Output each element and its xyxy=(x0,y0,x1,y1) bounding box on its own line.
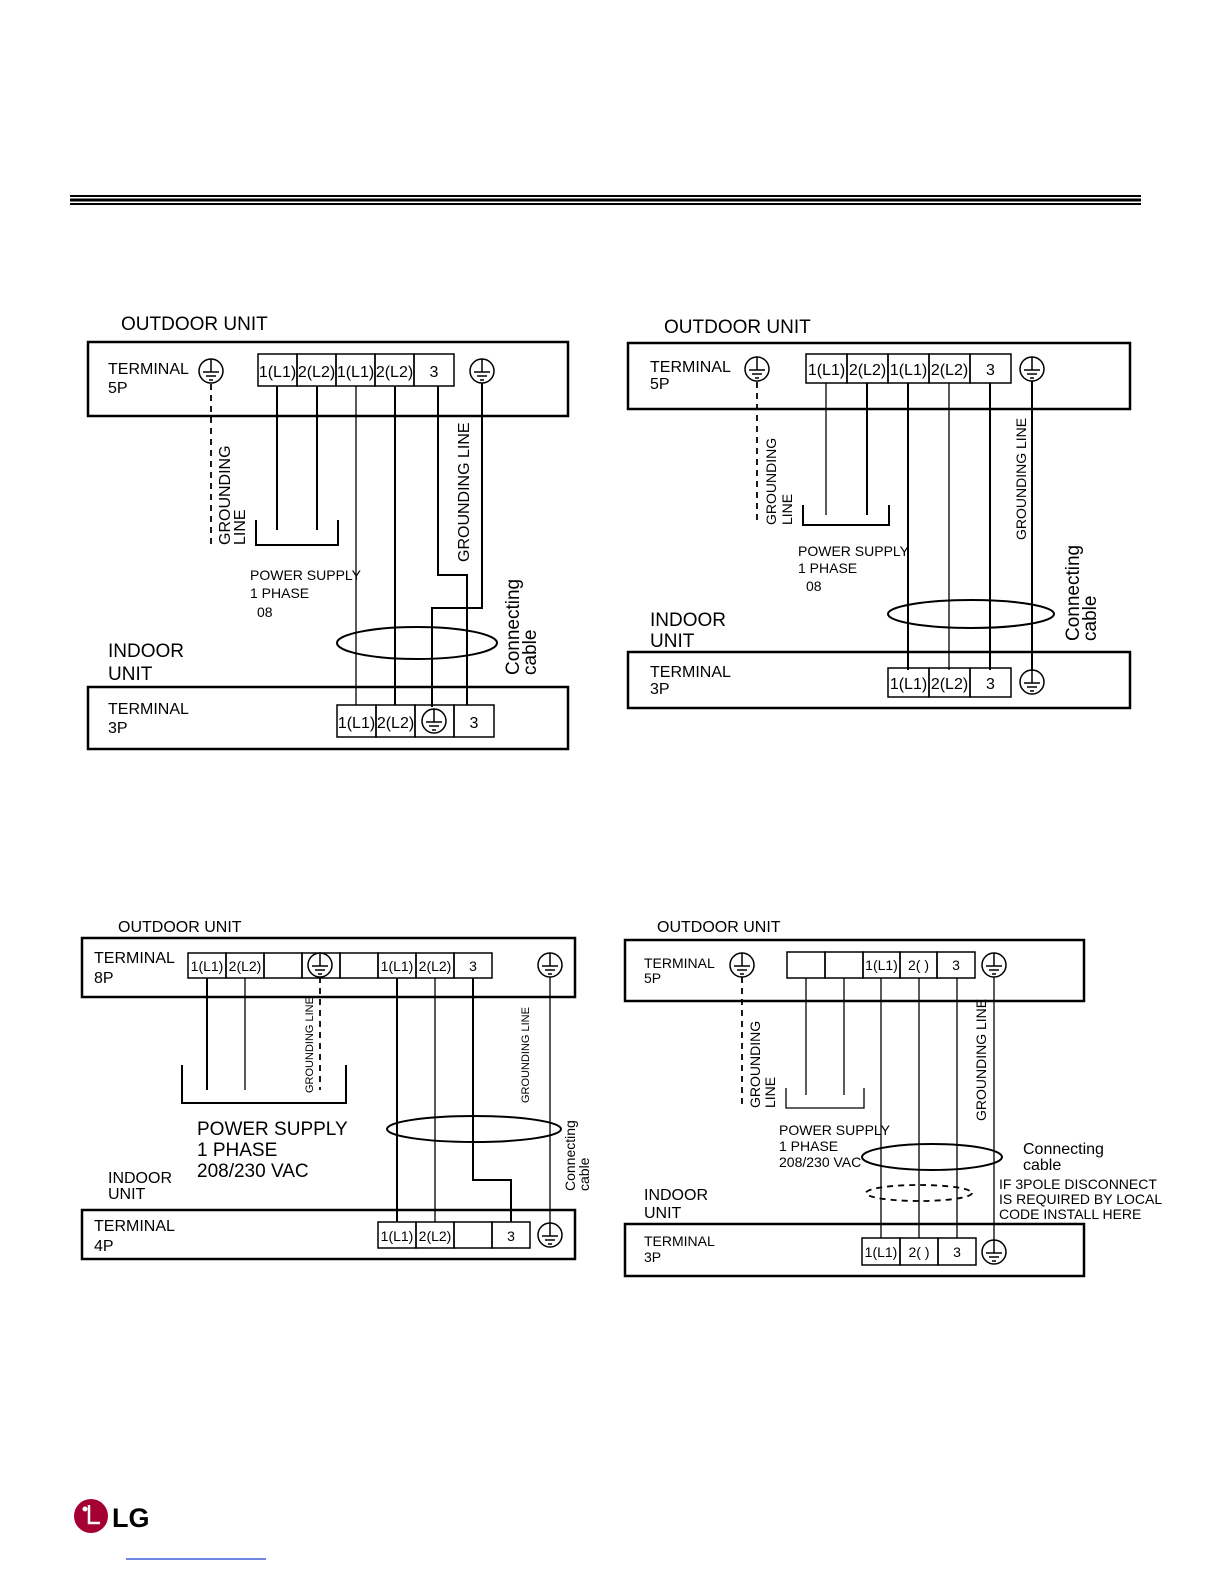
power-supply-phase: 1 PHASE xyxy=(798,560,858,576)
disconnect-note: IS REQUIRED BY LOCAL xyxy=(999,1191,1163,1207)
ground-icon xyxy=(538,953,562,977)
indoor-terminal-strip xyxy=(337,705,494,737)
indoor-unit-title: INDOOR xyxy=(108,641,184,662)
wiring-diagram-2 xyxy=(628,317,1130,708)
disconnect-note: IF 3POLE DISCONNECT xyxy=(999,1176,1157,1192)
indoor-unit-title: UNIT xyxy=(108,1186,146,1203)
connecting-cable-label: cable xyxy=(576,1157,592,1191)
disconnect-note: CODE INSTALL HERE xyxy=(999,1206,1142,1222)
power-supply-voltage: 08 xyxy=(257,604,273,620)
wiring-diagram-3 xyxy=(82,919,592,1259)
terminal-cell: 2(L2) xyxy=(228,958,262,974)
ground-icon xyxy=(538,1223,562,1247)
connecting-cable-label: cable xyxy=(1023,1157,1062,1174)
ground-icon xyxy=(1020,357,1044,381)
outdoor-unit-title: OUTDOOR UNIT xyxy=(657,919,781,936)
outdoor-terminal-count: 5P xyxy=(108,380,128,397)
terminal-cell: 1(L1) xyxy=(380,1228,414,1244)
terminal-cell: 1(L1) xyxy=(190,958,224,974)
ground-icon xyxy=(422,709,446,733)
grounding-line-label: GROUNDING xyxy=(747,1020,763,1108)
indoor-terminal-count: 3P xyxy=(644,1249,662,1265)
grounding-line-label: GROUNDING LINE xyxy=(456,422,473,562)
connecting-cable-label: cable xyxy=(520,629,541,675)
connecting-cable-label: Connecting xyxy=(503,578,524,675)
terminal-cell: 2(L2) xyxy=(930,362,969,379)
header-rule xyxy=(70,196,1141,204)
connecting-cable-label: Connecting xyxy=(1023,1141,1104,1158)
outdoor-terminal-strip xyxy=(188,953,492,978)
terminal-cell: 2( ) xyxy=(908,1244,930,1260)
indoor-unit-title: INDOOR xyxy=(650,610,726,631)
indoor-unit-title: UNIT xyxy=(644,1205,682,1222)
indoor-terminal-count: 3P xyxy=(650,681,670,698)
terminal-cell: 2(L2) xyxy=(930,676,969,693)
indoor-terminal-strip xyxy=(378,1222,530,1248)
wiring-diagram-4 xyxy=(625,919,1162,1276)
terminal-cell: 1(L1) xyxy=(336,364,375,381)
terminal-cell: 3 xyxy=(469,715,479,732)
terminal-cell: 1(L1) xyxy=(864,1244,898,1260)
power-supply-phase: 1 PHASE xyxy=(779,1138,839,1154)
terminal-cell: 1(L1) xyxy=(865,957,898,973)
lg-logo xyxy=(74,1499,150,1533)
terminal-cell: 1(L1) xyxy=(337,715,376,732)
cable-bundle xyxy=(862,1144,1002,1170)
outdoor-unit-title: OUTDOOR UNIT xyxy=(664,317,811,338)
connecting-cable-label: Connecting xyxy=(562,1120,578,1191)
outdoor-terminal-label: TERMINAL xyxy=(650,359,731,376)
power-supply-voltage: 208/230 VAC xyxy=(779,1154,862,1170)
indoor-terminal-label: TERMINAL xyxy=(650,664,731,681)
grounding-line-label: LINE xyxy=(762,1076,778,1108)
terminal-cell: 1(L1) xyxy=(258,364,297,381)
terminal-cell: 1(L1) xyxy=(380,958,414,974)
outdoor-unit-title: OUTDOOR UNIT xyxy=(121,314,268,335)
grounding-line-label: GROUNDING xyxy=(217,445,234,545)
power-supply-label: POWER SUPPLY xyxy=(779,1122,890,1138)
ground-icon xyxy=(470,359,494,383)
indoor-terminal-label: TERMINAL xyxy=(94,1218,175,1235)
ground-icon xyxy=(308,953,332,977)
outdoor-terminal-count: 5P xyxy=(644,970,662,986)
wires xyxy=(742,977,994,1240)
indoor-terminal-count: 3P xyxy=(108,720,128,737)
terminal-cell: 3 xyxy=(469,958,477,974)
terminal-cell: 3 xyxy=(953,1244,961,1260)
ground-icon xyxy=(745,357,769,381)
ground-icon xyxy=(199,359,223,383)
power-supply-label: POWER SUPPLY xyxy=(197,1119,348,1140)
grounding-line-label: LINE xyxy=(779,493,795,525)
grounding-line-label: GROUNDING LINE xyxy=(1013,417,1029,540)
power-supply-voltage: 08 xyxy=(806,578,822,594)
terminal-cell: 2( ) xyxy=(908,957,929,973)
ground-icon xyxy=(730,953,754,977)
indoor-unit-title: UNIT xyxy=(108,664,153,685)
ground-icon xyxy=(982,1240,1006,1264)
connecting-cable-label: Connecting xyxy=(1063,544,1084,641)
terminal-cell: 3 xyxy=(986,676,995,693)
indoor-terminal-strip xyxy=(862,1238,976,1265)
grounding-line-label: GROUNDING xyxy=(763,437,779,525)
outdoor-terminal-label: TERMINAL xyxy=(108,361,189,378)
lg-brand-text: LG xyxy=(112,1503,150,1533)
lg-logo-icon xyxy=(74,1499,108,1533)
grounding-line-label: GROUNDING LINE xyxy=(973,998,989,1121)
indoor-unit-title: UNIT xyxy=(650,631,695,652)
outdoor-terminal-label: TERMINAL xyxy=(644,955,715,971)
terminal-cell: 2(L2) xyxy=(418,1228,452,1244)
wires xyxy=(182,977,550,1235)
indoor-terminal-label: TERMINAL xyxy=(644,1233,715,1249)
indoor-unit-box xyxy=(88,687,568,749)
indoor-unit-title: INDOOR xyxy=(108,1170,172,1187)
outdoor-terminal-label: TERMINAL xyxy=(94,950,175,967)
power-supply-label: POWER SUPPLY xyxy=(798,543,909,559)
cable-bundle xyxy=(888,600,1054,628)
terminal-cell: 2(L2) xyxy=(848,362,887,379)
terminal-cell: 2(L2) xyxy=(375,364,414,381)
wiring-diagram-1 xyxy=(88,314,568,749)
terminal-cell: 2(L2) xyxy=(376,715,415,732)
grounding-line-label: GROUNDING LINE xyxy=(304,997,316,1093)
terminal-cell: 3 xyxy=(429,364,439,381)
grounding-line-label: GROUNDING LINE xyxy=(520,1007,532,1103)
indoor-terminal-label: TERMINAL xyxy=(108,701,189,718)
terminal-cell: 1(L1) xyxy=(889,676,928,693)
terminal-cell: 1(L1) xyxy=(889,362,928,379)
terminal-cell: 2(L2) xyxy=(297,364,336,381)
indoor-terminal-strip xyxy=(888,668,1011,697)
terminal-cell: 3 xyxy=(507,1228,515,1244)
outdoor-terminal-count: 5P xyxy=(650,376,670,393)
indoor-terminal-count: 4P xyxy=(94,1238,114,1255)
ground-icon xyxy=(982,953,1006,977)
grounding-line-label: LINE xyxy=(232,509,249,545)
ground-icon xyxy=(1020,670,1044,694)
power-supply-phase: 1 PHASE xyxy=(197,1140,278,1161)
power-supply-label: POWER SUPPLY xyxy=(250,567,361,583)
outdoor-terminal-strip xyxy=(258,354,454,386)
terminal-cell: 3 xyxy=(952,957,960,973)
indoor-unit-title: INDOOR xyxy=(644,1187,708,1204)
terminal-cell: 3 xyxy=(986,362,995,379)
power-supply-phase: 1 PHASE xyxy=(250,585,310,601)
cable-bundle xyxy=(337,627,497,659)
outdoor-terminal-strip xyxy=(806,354,1011,383)
power-supply-voltage: 208/230 VAC xyxy=(197,1161,309,1182)
connecting-cable-label: cable xyxy=(1080,595,1101,641)
outdoor-unit-title: OUTDOOR UNIT xyxy=(118,919,242,936)
terminal-cell: 2(L2) xyxy=(418,958,452,974)
outdoor-terminal-count: 8P xyxy=(94,970,114,987)
terminal-cell: 1(L1) xyxy=(807,362,846,379)
indoor-unit-box xyxy=(625,1224,1084,1276)
outdoor-terminal-strip xyxy=(787,952,975,978)
